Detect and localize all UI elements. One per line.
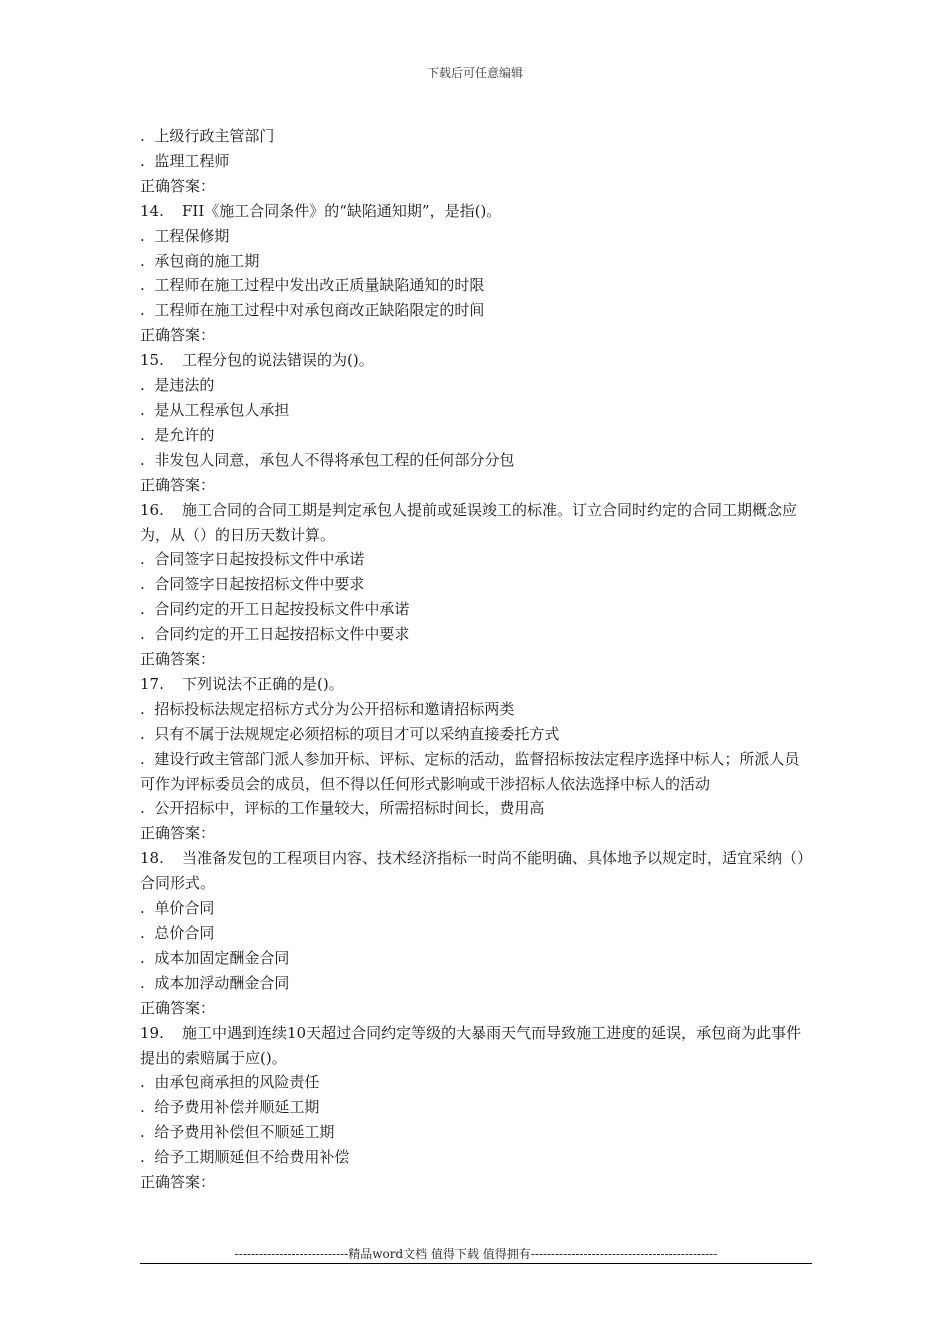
option: . 合同签字日起按投标文件中承诺 bbox=[140, 547, 812, 572]
option: . 是允许的 bbox=[140, 423, 812, 448]
question-text: FII《施工合同条件》的“缺陷通知期”，是指()。 bbox=[182, 201, 502, 220]
question-14 bbox=[140, 199, 812, 224]
option: . 给予费用补偿但不顺延工期 bbox=[140, 1120, 812, 1145]
option: . 监理工程师 bbox=[140, 149, 812, 174]
option: . 是违法的 bbox=[140, 373, 812, 398]
option: . 非发包人同意，承包人不得将承包工程的任何部分分包 bbox=[140, 448, 812, 473]
option: . 工程保修期 bbox=[140, 224, 812, 249]
footer-divider bbox=[140, 1263, 812, 1264]
option: . 合同约定的开工日起按投标文件中承诺 bbox=[140, 597, 812, 622]
option: . 工程师在施工过程中对承包商改正缺陷限定的时间 bbox=[140, 298, 812, 323]
option: . 合同签字日起按招标文件中要求 bbox=[140, 572, 812, 597]
option: . 只有不属于法规规定必须招标的项目才可以采纳直接委托方式 bbox=[140, 722, 812, 747]
question-text: 工程分包的说法错误的为()。 bbox=[182, 351, 374, 370]
option: . 总价合同 bbox=[140, 921, 812, 946]
question-19 bbox=[140, 1021, 812, 1071]
page-header: 下载后可任意编辑 bbox=[426, 66, 523, 80]
option: . 给予费用补偿并顺延工期 bbox=[140, 1095, 812, 1120]
option: . 合同约定的开工日起按招标文件中要求 bbox=[140, 622, 812, 647]
question-text: 施工中遇到连续10天超过合同约定等级的大暴雨天气而导致施工进度的延误，承包商为此事件提出的索赔属于应()。 bbox=[140, 1023, 802, 1067]
answer-label: 正确答案： bbox=[140, 475, 216, 494]
option: . 单价合同 bbox=[140, 896, 812, 921]
question-number: 14. bbox=[140, 201, 164, 220]
answer-label: 正确答案： bbox=[140, 326, 216, 345]
option: . 给予工期顺延但不给费用补偿 bbox=[140, 1145, 812, 1170]
question-number: 17. bbox=[140, 674, 164, 693]
option: . 上级行政主管部门 bbox=[140, 124, 812, 149]
answer-label: 正确答案： bbox=[140, 1173, 216, 1192]
answer-label: 正确答案： bbox=[140, 998, 216, 1017]
option: . 招标投标法规定招标方式分为公开招标和邀请招标两类 bbox=[140, 697, 812, 722]
option: . 由承包商承担的风险责任 bbox=[140, 1070, 812, 1095]
answer-label: 正确答案： bbox=[140, 176, 216, 195]
option: . 公开招标中，评标的工作量较大，所需招标时间长，费用高 bbox=[140, 796, 812, 821]
option: . 成本加浮动酬金合同 bbox=[140, 971, 812, 996]
question-text: 施工合同的合同工期是判定承包人提前或延误竣工的标准。订立合同时约定的合同工期概念应为，从（）的日历天数计算。 bbox=[140, 500, 798, 544]
question-number: 16. bbox=[140, 500, 164, 519]
document-body bbox=[140, 124, 812, 1195]
question-16 bbox=[140, 498, 812, 548]
option: . 承包商的施工期 bbox=[140, 249, 812, 274]
answer-label: 正确答案： bbox=[140, 824, 216, 843]
question-number: 18. bbox=[140, 849, 164, 868]
option: . 成本加固定酬金合同 bbox=[140, 946, 812, 971]
option: . 是从工程承包人承担 bbox=[140, 398, 812, 423]
option: . 建设行政主管部门派人参加开标、评标、定标的活动，监督招标按法定程序选择中标人；所派人员可作为评标委员会的成员，但不得以任何形式影响或干涉招标人依法选择中标人的活动 bbox=[140, 747, 812, 797]
question-text: 当准备发包的工程项目内容、技术经济指标一时尚不能明确、具体地予以规定时，适宜采纳（）合同形式。 bbox=[140, 849, 813, 893]
page-footer: ----------------------------精品word文档 值得下载 值得拥有---------------------------------------------- bbox=[234, 1247, 718, 1261]
question-number: 15. bbox=[140, 351, 164, 370]
question-text: 下列说法不正确的是()。 bbox=[182, 674, 344, 693]
question-17 bbox=[140, 672, 812, 697]
option: . 工程师在施工过程中发出改正质量缺陷通知的时限 bbox=[140, 273, 812, 298]
question-number: 19. bbox=[140, 1023, 164, 1042]
question-18 bbox=[140, 846, 812, 896]
question-15 bbox=[140, 348, 812, 373]
answer-label: 正确答案： bbox=[140, 650, 216, 669]
